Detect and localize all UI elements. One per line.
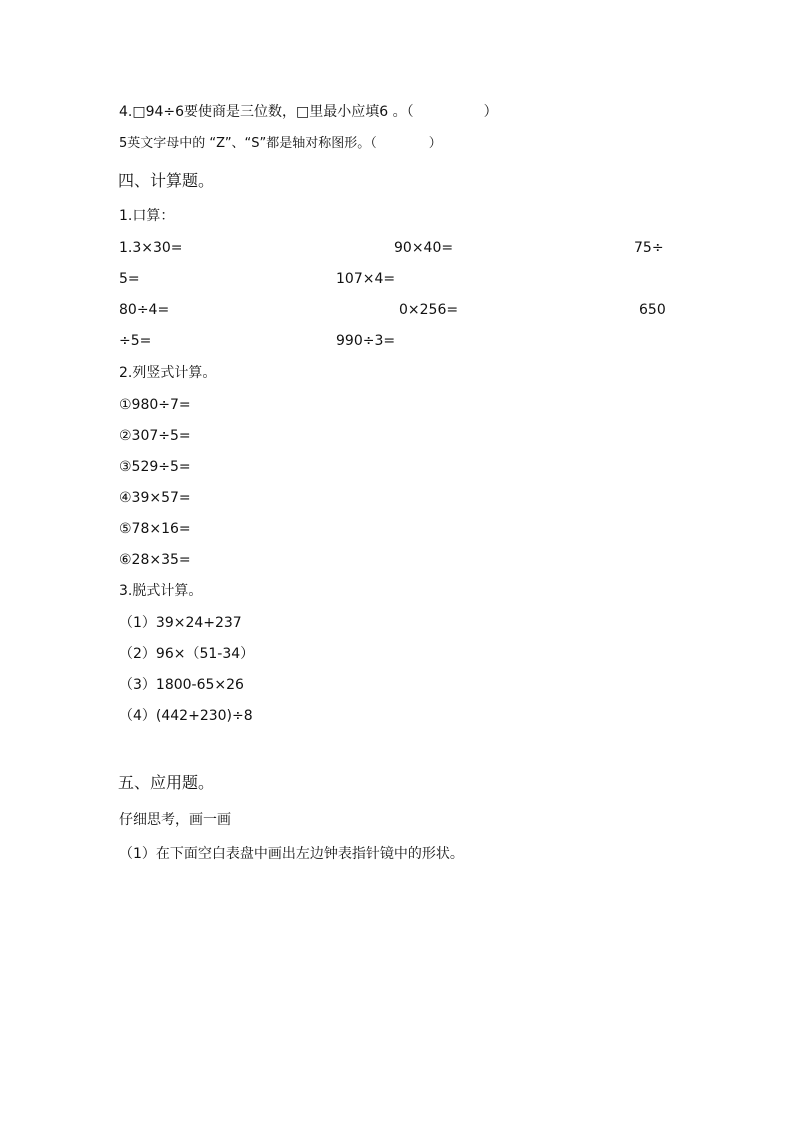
vertical-item: ⑤78×16= [119, 521, 191, 537]
stepwise-item: （4）(442+230)÷8 [119, 708, 253, 724]
oral-item: 650 [639, 302, 666, 318]
oral-item: 75÷ [634, 240, 664, 256]
stepwise-item: （1）39×24+237 [119, 615, 242, 631]
oral-item: 80÷4= [119, 302, 170, 318]
oral-item: 90×40= [394, 240, 454, 256]
section5-title: 五、应用题。 [118, 773, 215, 792]
oral-title: 1.口算： [119, 208, 175, 224]
oral-item: 0×256= [399, 302, 459, 318]
oral-item: 5= [119, 271, 140, 287]
stepwise-title: 3.脱式计算。 [119, 583, 203, 599]
vertical-title: 2.列竖式计算。 [119, 365, 217, 381]
section5-sub: 仔细思考，画一画 [119, 812, 231, 828]
oral-item: 1.3×30= [119, 240, 183, 256]
vertical-item: ⑥28×35= [119, 552, 191, 568]
oral-item: 107×4= [336, 271, 396, 287]
vertical-item: ③529÷5= [119, 459, 191, 475]
judge-q5: 5英文字母中的 “Z”、“S”都是轴对称图形。（ ） [119, 136, 442, 151]
judge-q4: 4.□94÷6要使商是三位数，□里最小应填6 。（ ） [119, 104, 498, 120]
stepwise-item: （3）1800-65×26 [119, 677, 244, 693]
section4-title: 四、计算题。 [118, 171, 215, 190]
section5-q1: （1）在下面空白表盘中画出左边钟表指针镜中的形状。 [119, 846, 464, 862]
vertical-item: ④39×57= [119, 490, 191, 506]
oral-item: 990÷3= [336, 333, 396, 349]
vertical-item: ①980÷7= [119, 397, 191, 413]
stepwise-item: （2）96×（51-34） [119, 646, 255, 662]
vertical-item: ②307÷5= [119, 428, 191, 444]
oral-item: ÷5= [119, 333, 152, 349]
